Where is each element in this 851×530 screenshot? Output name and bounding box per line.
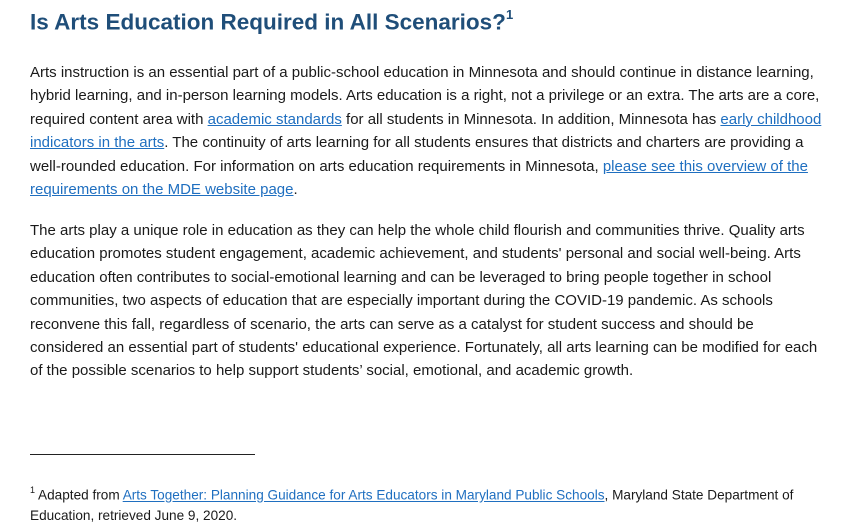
page-title <box>30 9 513 36</box>
early-childhood-indicators-link[interactable]: early childhood indicators in the arts <box>30 110 822 152</box>
footnote-text: , Maryland State Department of Education, retrieved June 9, 2020. <box>30 487 794 523</box>
paragraph-unique-role: The arts play a unique role in education as they can help the whole child flourish and communities thrive. Quality arts education promotes student engagement, academic achievement, and students' personal and social well-being. Arts education often contributes to social-emotional learning and can be leveraged to bring people together in school communities, two aspects of education that are especially important during the COVID-19 pandemic. As schools reconvene this fall, regardless of scenario, the arts can serve as a catalyst for student success and should be considered an essential part of students' educational experience. Fortunately, all arts learning can be modified for each of the possible scenarios to help support students’ social, emotional, and academic growth. <box>30 222 818 380</box>
paragraph-arts-instruction <box>30 61 830 201</box>
paragraph-text: Arts instruction is an essential part of a public-school education in Minnesota and should continue in distance learning, hybrid learning, and in-person learning models. Arts education is a right, not a privilege or an extra. The arts are a core, required content area with <box>30 64 820 128</box>
academic-standards-link[interactable]: academic standards <box>207 110 342 128</box>
paragraph-text: for all students in Minnesota. In addition, Minnesota has <box>341 110 721 128</box>
footnote-reference[interactable]: 1 <box>505 7 514 22</box>
footnote-divider <box>30 454 255 455</box>
page-title-text: Is Arts Education Required in All Scenarios? <box>30 9 506 35</box>
mde-requirements-overview-link[interactable]: please see this overview of the requirements on the MDE website page <box>30 157 808 199</box>
footnote-marker: 1 <box>30 485 36 495</box>
paragraph-text: . <box>293 181 298 199</box>
paragraph-text: . The continuity of arts learning for all students ensures that districts and charters are providing a well-rounded education. For information on arts education requirements in Minnesota, <box>30 134 804 175</box>
footnote-text: Adapted from <box>35 487 123 503</box>
footnote <box>30 481 830 526</box>
arts-together-guidance-link[interactable]: Arts Together: Planning Guidance for Arts Educators in Maryland Public Schools <box>122 487 605 503</box>
